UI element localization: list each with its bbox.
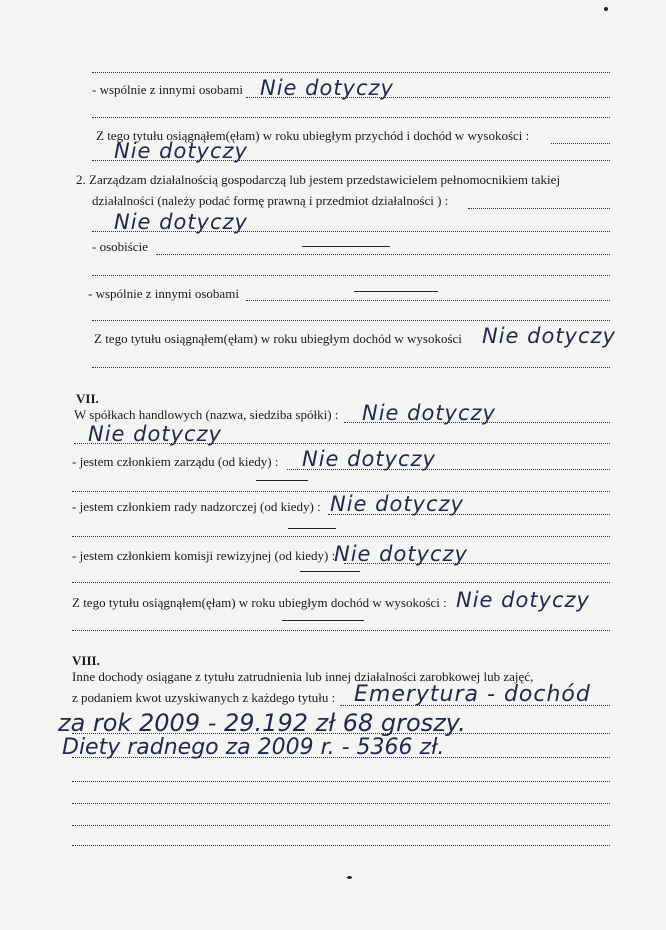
handwritten-answer: Nie dotyczy (456, 588, 590, 612)
handwritten-answer: Nie dotyczy (334, 542, 468, 566)
dotted-line (156, 254, 610, 255)
dotted-line (246, 300, 610, 301)
item2-line2: działalności (należy podać formę prawną i przedmiot działalności ) : (92, 193, 449, 208)
dotted-line (92, 320, 610, 321)
handwritten-answer: Nie dotyczy (330, 492, 464, 516)
audit-label: - jestem członkiem komisji rewizyjnej (od kiedy) : (72, 548, 336, 563)
dotted-line (72, 781, 610, 782)
handwritten-answer: Nie dotyczy (482, 324, 616, 348)
board-label: - jestem członkiem zarządu (od kiedy) : (72, 454, 279, 469)
section-vii-title: VII. (76, 391, 99, 406)
scan-speck (604, 7, 608, 11)
handwritten-answer: Diety radnego za 2009 r. - 5366 zł. (62, 735, 445, 760)
dotted-line (92, 275, 610, 276)
item2-line1: 2. Zarządzam działalnością gospodarczą lub jestem przedstawicielem pełnomocnikiem takiej (76, 172, 561, 187)
companies-label: W spółkach handlowych (nazwa, siedziba spółki) : (74, 407, 339, 422)
handwritten-answer: Nie dotyczy (362, 401, 496, 425)
dash-mark (302, 246, 390, 247)
dotted-line (72, 803, 610, 804)
dotted-line (92, 117, 610, 118)
dash-mark (256, 480, 308, 481)
dotted-line (72, 536, 610, 537)
dotted-line (74, 443, 610, 444)
dotted-line (92, 72, 610, 73)
dotted-line (92, 367, 610, 368)
vii-income-label: Z tego tytułu osiągnąłem(ęłam) w roku ubiegłym dochód w wysokości : (72, 595, 447, 610)
scan-speck (347, 876, 352, 879)
supervisory-label: - jestem członkiem rady nadzorczej (od kiedy) : (72, 499, 321, 514)
dash-mark (354, 291, 438, 292)
dotted-line (551, 143, 610, 144)
dotted-line (72, 825, 610, 826)
viii-line1: Inne dochody osiągane z tytułu zatrudnienia lub innej działalności zarobkowej lub zajęć, (72, 669, 534, 684)
dash-mark (288, 528, 336, 529)
dotted-line (72, 845, 610, 846)
dotted-line (72, 582, 610, 583)
jointly-label: - wspólnie z innymi osobami (92, 82, 243, 97)
dotted-line (72, 630, 610, 631)
handwritten-answer: Nie dotyczy (88, 422, 222, 446)
handwritten-answer: Nie dotyczy (260, 76, 394, 100)
dotted-line (72, 757, 610, 758)
section-viii-title: VIII. (72, 653, 100, 668)
handwritten-answer: za rok 2009 - 29.192 zł 68 groszy. (58, 709, 466, 737)
personally-label: - osobiście (92, 239, 148, 254)
dotted-line (92, 231, 610, 232)
handwritten-answer: Nie dotyczy (114, 139, 248, 163)
handwritten-answer: Emerytura - dochód (354, 682, 591, 707)
dotted-line (468, 208, 610, 209)
dash-mark (282, 620, 364, 621)
jointly2-label: - wspólnie z innymi osobami (88, 286, 239, 301)
dash-mark (300, 571, 360, 572)
income2-label: Z tego tytułu osiągnąłem(ęłam) w roku ubiegłym dochód w wysokości (94, 331, 462, 346)
viii-line2: z podaniem kwot uzyskiwanych z każdego tytułu : (72, 690, 336, 705)
handwritten-answer: Nie dotyczy (302, 447, 436, 471)
dotted-line (72, 733, 610, 734)
income-label: Z tego tytułu osiągnąłem(ęłam) w roku ubiegłym przychód i dochód w wysokości : (96, 128, 530, 143)
handwritten-answer: Nie dotyczy (114, 210, 248, 234)
